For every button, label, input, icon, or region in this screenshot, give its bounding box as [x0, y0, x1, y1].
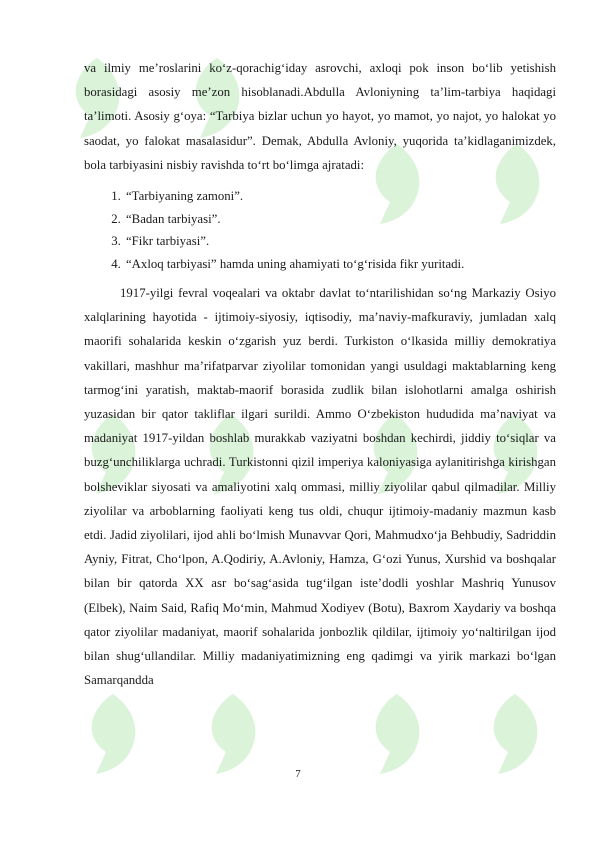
page-number: 7	[295, 768, 301, 780]
paragraph: va ilmiy me’roslarini ko‘z-qorachig‘iday asrovchi, axloqi pok inson bo‘lib yetishish borasidagi asosiy me’zon hisoblanadi.Abdulla Avloniyning ta’lim-tarbiya haqidagi ta’limoti. Asosiy g‘oya: “Tarbiya bizlar uchun yo hayot, yo mamot, yo najot, yo halokat yo saodat, yo falokat masalasidur”. Demak, Abdulla Avloniy, yuqorida ta’kidlaganimizdek, bola tarbiyasini nisbiy ravishda to‘rt bo‘limga ajratadi:	[84, 61, 556, 172]
list-item: 4. “Axloq tarbiyasi” hamda uning ahamiyati to‘g‘risida fikr yuritadi.	[124, 253, 556, 276]
list-item: 3. “Fikr tarbiyasi”.	[124, 230, 556, 253]
paragraph: 1917-yilgi fevral voqealari va oktabr davlat to‘ntarilishidan so‘ng Markaziy Osiyo xalqlarining hayotida - ijtimoiy-siyosiy, iqtisodiy, ma’naviy-mafkuraviy, jumladan xalq maorifi sohalarida keskin o‘zgarish yuz berdi. Turkiston o‘lkasida milliy demokratiya vakillari, mashhur ma’rifatparvar ziyolilar tomonidan yangi usuldagi maktablarning keng tarmog‘ini yaratish, maktab-maorif borasida zudlik bilan islohotlarni amalga oshirish yuzasidan bir qator takliflar ilgari surildi. Ammo O‘zbekiston hududida ma’naviyat va madaniyat 1917-yildan boshlab murakkab vaziyatni boshdan kechirdi, jiddiy to‘siqlar va buzg‘unchiliklarga uchradi. Turkistonni qizil imperiya kaloniyasiga aylanitirishga kirishgan bolsheviklar siyosati va amaliyotini xalq ommasi, milliy ziyolilar qabul qilmadilar. Milliy ziyolilar va arboblarning faoliyati keng tus oldi, chuqur ijtimoiy-madaniy mazmun kasb etdi. Jadid ziyolilari, ijod ahli bo‘lmish Munavvar Qori, Mahmudxo‘ja Behbudiy, Sadriddin Ayniy, Fitrat, Cho‘lpon, A.Qodiriy, A.Avloniy, Hamza, G‘ozi Yunus, Xurshid va boshqalar bilan bir qatorda XX asr bo‘sag‘asida tug‘ilgan iste’dodli yoshlar Mashriq Yunusov (Elbek), Naim Said, Rafiq Mo‘min, Mahmud Xodiyev (Botu), Baxrom Xaydariy va boshqa qator ziyolilar madaniyat, maorif sohalarida jonbozlik qildilar, ijtimoiy yo‘naltirilgan ijod bilan shug‘ullandilar. Milliy madaniyatimizning eng qadimgi va yirik markazi bo‘lgan Samarqandda	[84, 286, 556, 688]
watermark-icon	[362, 690, 432, 776]
list-item: 1. “Tarbiyaning zamoni”.	[124, 185, 556, 208]
watermark-icon	[480, 690, 550, 776]
watermark-icon	[78, 690, 148, 776]
watermark-icon	[198, 690, 268, 776]
list-item: 2. “Badan tarbiyasi”.	[124, 208, 556, 231]
document-page	[84, 56, 556, 692]
tarbiya-list	[84, 185, 556, 275]
